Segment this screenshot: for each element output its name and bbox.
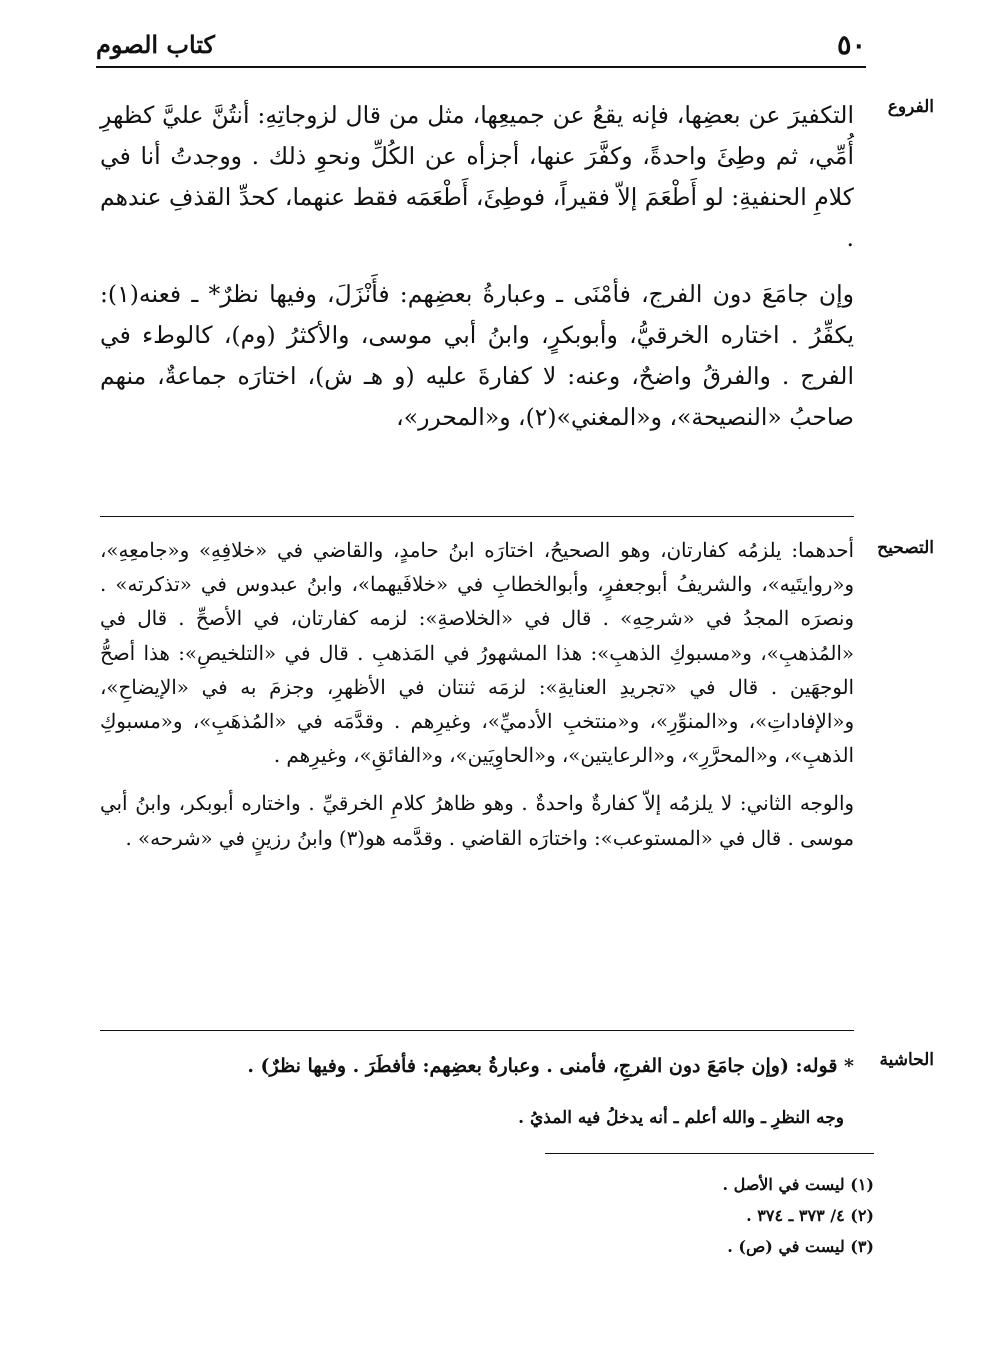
header-rule (96, 66, 866, 68)
tashih-paragraph: أحدهما: يلزمُه كفارتان، وهو الصحيحُ، اختارَه ابنُ حامدٍ، والقاضي في «خلافِهِ» و«جامعِهِ»، و«روايتَيه»، والشريفُ أبوجعفرٍ، وأبوالخطابِ في «خلافَيهما»، وابنُ عبدوس في «تذكرته» . ونصرَه المجدُ في «شرحِهِ» . قال في «الخلاصةِ»: لزمه كفارتان، في الأصحِّ . قال في «المُذهبِ»، و«مسبوكِ الذهبِ»: هذا المشهورُ في المَذهبِ . قال في «التلخيصِ»: هذا أصحُّ الوجهَين . قال في «تجريدِ العنايةِ»: لزمَه ثنتان في الأظهرِ، وجزمَ به في «الإيضاحِ»، و«الإفاداتِ»، و«المنوِّرِ»، و«منتخبِ الأدميِّ»، وغيرِهم . وقدَّمَه في «المُذهَبِ»، و«مسبوكِ الذهبِ»، و«المحرَّرِ»، و«الرعايتين»، و«الحاوِيَين»، و«الفائقِ»، وغيرِهم . (100, 539, 854, 768)
hashiya-comment: وجه النظرِ ـ والله أعلم ـ أنه يدخلُ فيه المذيُ . (518, 1108, 844, 1128)
main-paragraph: وإن جامَعَ دون الفرج، فأمْنَى ـ وعبارةُ بعضِهم: فأَنْزَلَ، وفيها نظرٌ* ـ فعنه(١): يكفِّرُ . اختاره الخرقيُّ، وأبوبكرٍ، وابنُ أبي موسى، والأكثرُ (وم)، كالوطء في الفرج . والفرقُ واضحٌ، وعنه: لا كفارةَ عليه (و هـ ش)، اختارَه جماعةٌ، منهم صاحبُ «النصيحة»، و«المغني»(٢)، و«المحرر»، (100, 280, 854, 431)
hashiya-quote: * قوله: (وإن جامَعَ دون الفرجِ، فأمنى . وعبارةُ بعضِهم: فأفطَرَ . وفيها نظرٌ) . (247, 1055, 854, 1077)
footnote-item: (٢) ٤/ ٣٧٣ ـ ٣٧٤ . (746, 1206, 874, 1225)
footnote-rule (545, 1153, 874, 1154)
footnote-item: (٣) ليست في (ص) . (727, 1237, 874, 1256)
page-number: ٥٠ (836, 30, 866, 61)
tashih-paragraph: والوجه الثاني: لا يلزمُه إلاّ كفارةٌ واحدةٌ . وهو ظاهرُ كلامِ الخرقيِّ . واختاره أبوبكر، وابنُ أبي موسى . قال في «المستوعب»: واختارَه القاضي . وقدَّمه هو(٣) وابنُ رزينٍ في «شرحه» . (100, 792, 854, 850)
main-paragraph: التكفيرَ عن بعضِها، فإنه يقعُ عن جميعِها، مثل من قال لزوجاتِهِ: أنتُنَّ عليَّ كظهرِ أُمِّي، ثم وطِئَ واحدةً، وكفَّرَ عنها، أجزأه عن الكُلِّ ونحوِ ذلك . ووجدتُ أنا في كلامِ الحنفيةِ: لو أَطْعَمَ إلاّ فقيراً، فوطِئَ، أَطْعَمَه فقط عنهما، كحدِّ القذفِ عندهم . (100, 101, 854, 252)
section-label-hashiya: الحاشية (879, 1050, 934, 1070)
footnote-item: (١) ليست في الأصل . (722, 1175, 874, 1194)
running-header-title: كتاب الصوم (96, 30, 215, 59)
main-text-block (100, 95, 854, 438)
divider-rule (100, 516, 854, 517)
section-label-tashih: التصحيح (877, 538, 934, 558)
tashih-text-block (100, 534, 854, 856)
section-label-furu: الفروع (887, 97, 934, 117)
divider-rule (100, 1030, 854, 1031)
